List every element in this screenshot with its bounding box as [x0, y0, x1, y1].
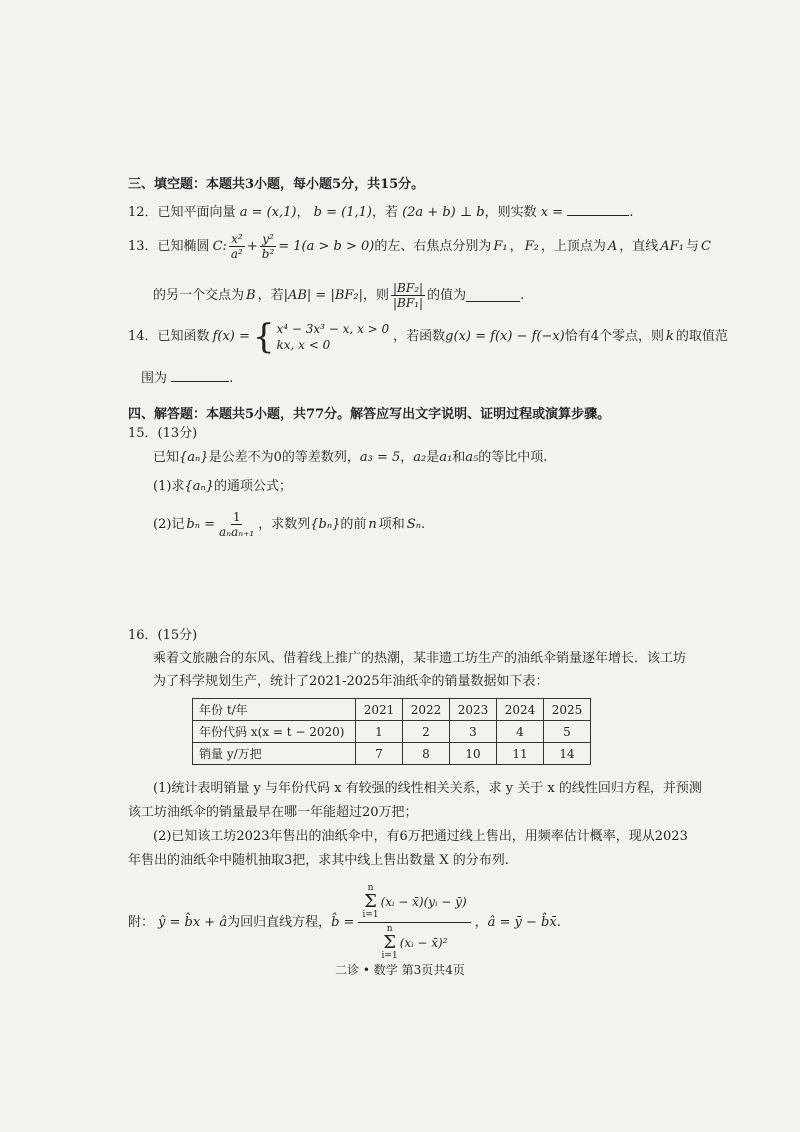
q13-eq: = 1(a > b > 0) — [278, 238, 375, 254]
sum-bot: i=1 — [381, 951, 398, 961]
q16-part2-line1: (2)已知该工坊2023年售出的油纸伞中，有6万把通过线上售出，用频率估计概率，现从2023 — [153, 829, 688, 844]
q13-curve: C: — [212, 238, 227, 254]
q12-cond: (2a + b) ⊥ b — [402, 205, 485, 220]
question-13: 13． 已知椭圆 C: $\frac{\text{x²}}{\text{a²}}$ + $\frac{\text{y²}}{\text{b²}}$ = 1(a > b > 0) 的左、右焦点分别为 F₁ ， F₂ ，上顶点为 A ，直线 AF₁ 与 C — [128, 232, 711, 261]
table-cell: 8 — [403, 743, 450, 765]
q12-text-a: 已知平面向量 — [157, 205, 236, 220]
q15-stem-c: ， — [400, 450, 414, 465]
q13-text-e: 与 — [685, 238, 699, 254]
a-hat: â = ȳ − b̂x̄ — [487, 914, 557, 930]
table-cell: 3 — [450, 721, 497, 743]
b-hat-lhs: b̂ = — [331, 914, 355, 930]
q15-p2-b: ，求数列 — [258, 516, 311, 532]
q15-an: {aₙ} — [179, 450, 209, 465]
q14-gx: g(x) = f(x) − f(−x) — [445, 329, 565, 344]
q15-a5: a₅ — [465, 450, 479, 465]
q13-plus: + — [246, 238, 258, 254]
q15-n: n — [368, 516, 377, 532]
q15-a1: a₁ — [439, 450, 453, 465]
q13-curve-c: C — [700, 238, 711, 254]
table-row — [193, 743, 591, 765]
table-row-label: 年份代码 x(x = t − 2020) — [193, 721, 356, 743]
page-footer: 二诊 • 数学 第3页共4页 — [335, 963, 465, 977]
q15-a3: a₃ = 5 — [359, 450, 401, 465]
q14-case1: x⁴ − 3x³ − x, x > 0 — [276, 322, 390, 336]
q13-cond: |AB| = |BF₂| — [283, 287, 363, 303]
q12-number: 12． — [128, 205, 158, 220]
q14-line2: 围为 — [141, 371, 168, 386]
q13-answer-blank[interactable] — [466, 289, 520, 302]
q13-text-d: ，直线 — [619, 238, 659, 254]
q13-number: 13． — [128, 238, 158, 254]
sum-bot: i=1 — [362, 910, 379, 920]
q12-vec-a: a = (x,1) — [239, 205, 297, 220]
q14-piecewise: { x⁴ − 3x³ − x, x > 0 kx, x < 0 — [252, 317, 390, 357]
sum-top: n — [367, 883, 374, 893]
question-13-line2 — [153, 281, 524, 310]
q13-line2-c: ，则 — [363, 287, 390, 303]
q15-p1-an: {aₙ} — [184, 479, 214, 494]
table-cell: 4 — [497, 721, 544, 743]
q13-frac1-num: x² — [231, 232, 243, 246]
q14-text-c: 恰有4个零点，则 — [564, 329, 665, 344]
q16-stem-line1: 乘着文旅融合的东风、借着线上推广的热潮，某非遗工坊生产的油纸伞销量逐年增长．该工坊 — [153, 651, 687, 666]
ref-text: 为回归直线方程， — [227, 914, 332, 930]
sales-table — [192, 698, 591, 765]
q13-text-c: ，上顶点为 — [540, 238, 606, 254]
question-16-header — [128, 627, 197, 645]
table-row-label: 销量 y/万把 — [193, 743, 356, 765]
q12-end: . — [629, 205, 634, 220]
q13-ratio-num: |BF₂| — [393, 281, 424, 295]
q15-p2-a: (2)记 — [153, 516, 185, 532]
q15-bseq: {bₙ} — [310, 516, 341, 532]
q14-fx: f(x) = — [212, 329, 250, 344]
q13-line2-a: 的另一个交点为 — [153, 287, 245, 303]
q14-number: 14． — [128, 329, 158, 344]
table-cell: 2 — [403, 721, 450, 743]
q15-p2-c: 的前 — [340, 516, 367, 532]
table-cell: 11 — [497, 743, 544, 765]
q14-text-d: 的取值范 — [675, 329, 728, 344]
q14-text-b: ，若函数 — [393, 329, 446, 344]
q13-frac1-den: a² — [230, 247, 243, 261]
table-cell: 14 — [544, 743, 591, 765]
q16-reference-formula — [128, 884, 561, 961]
q13-line2-b: ，若 — [257, 287, 284, 303]
q13-frac2-den: b² — [261, 247, 275, 261]
num-expr: (xᵢ − x̄)(yᵢ − ȳ) — [380, 895, 467, 909]
table-row — [193, 699, 591, 721]
q13-text-a: 已知椭圆 — [157, 238, 210, 254]
ref-label: 附： — [128, 914, 155, 930]
q15-stem-e: 和 — [452, 450, 466, 465]
q16-score: (15分) — [157, 628, 198, 643]
question-14 — [128, 317, 728, 357]
q16-number: 16． — [128, 628, 158, 643]
q15-a2: a₂ — [413, 450, 427, 465]
q15-stem-b: 是公差不为0的等差数列， — [208, 450, 360, 465]
q12-vec-b: b = (1,1) — [313, 205, 372, 220]
ref-end: . — [556, 914, 561, 930]
q15-number: 15． — [128, 426, 158, 441]
q13-line2-d: 的值为 — [427, 287, 467, 303]
q15-sn: Sₙ — [406, 516, 421, 532]
q13-point-b: B — [246, 287, 256, 303]
q13-ratio-den: |BF₁| — [393, 296, 424, 310]
table-cell: 2022 — [403, 699, 450, 721]
question-15-part2 — [153, 510, 425, 539]
q12-var: x = — [540, 205, 564, 220]
q15-stem-d: 是 — [426, 450, 440, 465]
q14-k: k — [666, 329, 674, 344]
b-hat-fraction: n Σ i=1 (xᵢ − x̄)(yᵢ − ȳ) n Σ i=1 (xᵢ − x̄)² — [358, 884, 470, 961]
q16-part2-line2: 年售出的油纸伞中随机抽取3把，求其中线上售出数量 X 的分布列. — [128, 853, 509, 868]
q13-f2: F₂ — [524, 238, 539, 254]
section3-heading: 三、填空题：本题共3小题，每小题5分，共15分。 — [128, 177, 425, 192]
question-15-stem — [153, 449, 547, 467]
sum-top: n — [386, 924, 393, 934]
q15-score: (13分) — [157, 426, 198, 441]
q13-end: . — [520, 287, 525, 303]
table-cell: 2021 — [356, 699, 403, 721]
question-15-header — [128, 425, 197, 443]
q15-bn: bₙ = — [186, 516, 216, 532]
q12-text-c: ，则实数 — [484, 205, 537, 220]
q15-bn-den: aₙaₙ₊₁ — [219, 525, 255, 539]
q15-p2-d: 项和 — [378, 516, 405, 532]
q15-stem-f: 的等比中项. — [478, 450, 548, 465]
table-cell: 7 — [356, 743, 403, 765]
den-expr: (xᵢ − x̄)² — [399, 936, 448, 950]
question-12: 12．已知平面向量 a = (x,1)， b = (1,1)，若 (2a + b) ⊥ b，则实数 x = . — [128, 205, 634, 220]
q14-end: . — [229, 371, 234, 386]
q13-line-af1: AF₁ — [660, 238, 684, 254]
q16-part1-line1: (1)统计表明销量 y 与年份代码 x 有较强的线性相关关系，求 y 关于 x 的线性回归方程，并预测 — [153, 781, 702, 796]
table-row — [193, 721, 591, 743]
table-cell: 1 — [356, 721, 403, 743]
q14-text-a: 已知函数 — [157, 329, 210, 344]
q12-text-b: ，若 — [371, 205, 398, 220]
q15-bn-num: 1 — [232, 510, 241, 524]
ref-eq: ŷ = b̂x + â — [158, 914, 228, 930]
ref-comma: ， — [474, 914, 488, 930]
q13-f1: F₁ — [493, 238, 508, 254]
q12-answer-blank[interactable] — [567, 203, 629, 216]
table-cell: 2024 — [497, 699, 544, 721]
q15-p2-e: . — [420, 516, 426, 532]
table-row-label: 年份 t/年 — [193, 699, 356, 721]
q14-case2: kx, x < 0 — [276, 338, 331, 352]
q13-frac2-num: y² — [262, 232, 274, 246]
q16-part1-line2: 该工坊油纸伞的销量最早在哪一年能超过20万把； — [128, 805, 418, 820]
q13-point-a: A — [607, 238, 618, 254]
question-14-line2 — [141, 369, 233, 388]
q14-answer-blank[interactable] — [171, 369, 229, 382]
q15-stem-a: 已知 — [153, 450, 180, 465]
table-cell: 5 — [544, 721, 591, 743]
q15-p1-a: (1)求 — [153, 479, 185, 494]
table-cell: 2025 — [544, 699, 591, 721]
q15-p1-b: 的通项公式； — [213, 479, 292, 494]
table-cell: 2023 — [450, 699, 497, 721]
section4-heading: 四、解答题：本题共5小题，共77分。解答应写出文字说明、证明过程或演算步骤。 — [128, 407, 611, 422]
q13-text-b: 的左、右焦点分别为 — [374, 238, 492, 254]
q16-stem-line2: 为了科学规划生产，统计了2021-2025年油纸伞的销量数据如下表： — [153, 674, 549, 689]
table-cell: 10 — [450, 743, 497, 765]
question-15-part1 — [153, 478, 292, 496]
